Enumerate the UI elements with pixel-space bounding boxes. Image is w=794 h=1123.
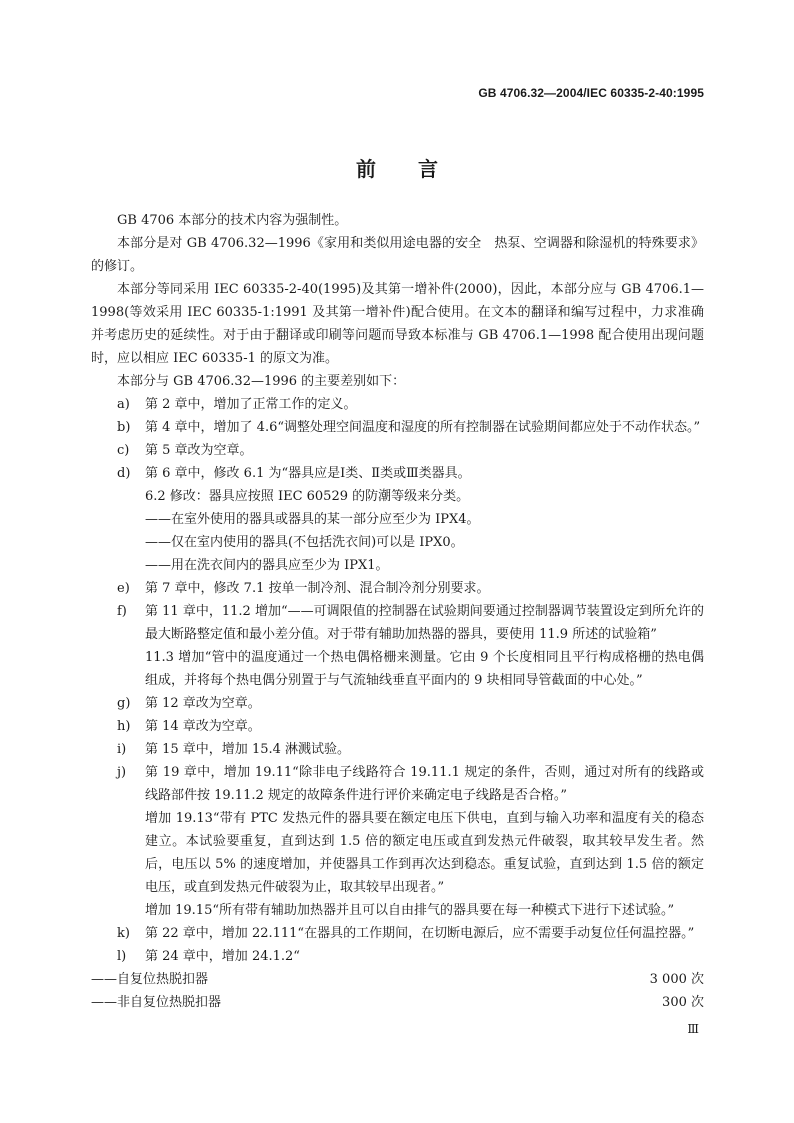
list-label: l)	[117, 949, 127, 964]
row-value: 3 000 次	[649, 972, 704, 987]
list-continuation: 6.2 修改：器具应按照 IEC 60529 的防潮等级来分类。	[145, 489, 470, 504]
list-text: 第 22 章中，增加 22.111“在器具的工作期间，在切断电源后，应不需要手动复位任何温控器。”	[145, 926, 695, 941]
list-label: j)	[117, 765, 127, 780]
list-text: 第 5 章改为空章。	[145, 443, 253, 458]
list-item	[91, 577, 704, 600]
standard-number-header: GB 4706.32—2004/IEC 60335-2-40:1995	[478, 86, 704, 100]
table-row	[91, 991, 704, 1014]
list-label: a)	[117, 397, 130, 412]
list-label: c)	[117, 443, 130, 458]
list-item	[91, 715, 704, 738]
list-item	[91, 393, 704, 416]
row-name: ——非自复位热脱扣器	[91, 995, 222, 1010]
list-label: h)	[117, 719, 131, 734]
list-item	[91, 462, 704, 485]
list-text: 第 11 章中，11.2 增加“——可调限值的控制器在试验期间要通过控制器调节装置设定到所允许的最大断路整定值和最小差分值。对于带有辅助加热器的器具，要使用 11.9 所述的试验箱”	[145, 604, 704, 642]
paragraph: GB 4706 本部分的技术内容为强制性。	[117, 213, 348, 228]
list-text: 第 7 章中，修改 7.1 按单一制冷剂、混合制冷剂分别要求。	[145, 581, 490, 596]
row-name: ——自复位热脱扣器	[91, 972, 209, 987]
dash-item: ——用在洗衣间内的器具应至少为 IPX1。	[145, 558, 389, 573]
table-row	[91, 968, 704, 991]
title-char-1: 前	[356, 157, 376, 181]
list-text: 第 24 章中，增加 24.1.2“	[145, 949, 300, 964]
list-text: 第 12 章改为空章。	[145, 696, 261, 711]
list-continuation: 增加 19.13“带有 PTC 发热元件的器具要在额定电压下供电，直到与输入功率和温度有关的稳态建立。本试验要重复，直到达到 1.5 倍的额定电压或直到发热元件破裂，取其较早发生者。然后，电压以 5% 的速度增加，并使器具工作到再次达到稳态。重复试验，直到达到 1.5 倍的额定电压，或直到发热元件破裂为止，取其较早出现者。”	[145, 811, 704, 895]
row-value: 300 次	[662, 995, 704, 1010]
list-label: k)	[117, 926, 130, 941]
list-text: 第 2 章中，增加了正常工作的定义。	[145, 397, 357, 412]
list-label: i)	[117, 742, 127, 757]
list-continuation: 增加 19.15“所有带有辅助加热器并且可以自由排气的器具要在每一种模式下进行下述试验。”	[145, 903, 675, 918]
list-item	[91, 439, 704, 462]
list-text: 第 19 章中，增加 19.11“除非电子线路符合 19.11.1 规定的条件，否则，通过对所有的线路或线路部件按 19.11.2 规定的故障条件进行评价来确定电子线路是否合格。”	[145, 765, 704, 803]
list-label: e)	[117, 581, 130, 596]
page-number: Ⅲ	[687, 1022, 699, 1036]
list-item	[91, 416, 704, 439]
list-label: g)	[117, 696, 131, 711]
page-title	[0, 153, 794, 182]
paragraph: 本部分是对 GB 4706.32—1996《家用和类似用途电器的安全 热泵、空调器和除湿机的特殊要求》的修订。	[91, 236, 704, 274]
list-continuation: 11.3 增加“管中的温度通过一个热电偶格栅来测量。它由 9 个长度相同且平行构成格栅的热电偶组成，并将每个热电偶分别置于与气流轴线垂直平面内的 9 块相同导管截面的中心处。”	[145, 650, 704, 688]
list-item	[91, 600, 704, 646]
paragraph: 本部分与 GB 4706.32—1996 的主要差别如下：	[117, 374, 406, 389]
list-text: 第 6 章中，修改 6.1 为“器具应是Ⅰ类、Ⅱ类或Ⅲ类器具。	[145, 466, 471, 481]
list-item	[91, 692, 704, 715]
list-label: b)	[117, 420, 131, 435]
list-text: 第 15 章中，增加 15.4 淋溅试验。	[145, 742, 351, 757]
dash-item: ——在室外使用的器具或器具的某一部分应至少为 IPX4。	[145, 512, 480, 527]
list-item	[91, 761, 704, 807]
list-item	[91, 945, 704, 968]
paragraph: 本部分等同采用 IEC 60335-2-40(1995)及其第一增补件(2000)，因此，本部分应与 GB 4706.1—1998(等效采用 IEC 60335-1:1991 及其第一增补件)配合使用。在文本的翻译和编写过程中，力求准确并考虑历史的延续性。对于由于翻译或印刷等问题而导致本标准与 GB 4706.1—1998 配合使用出现问题时，应以相应 IEC 60335-1 的原文为准。	[91, 282, 704, 366]
title-char-2: 言	[418, 157, 438, 181]
list-item	[91, 738, 704, 761]
list-item	[91, 922, 704, 945]
list-text: 第 14 章改为空章。	[145, 719, 261, 734]
list-label: f)	[117, 604, 127, 619]
document-body	[91, 209, 704, 1014]
dash-item: ——仅在室内使用的器具(不包括洗衣间)可以是 IPX0。	[145, 535, 464, 550]
list-text: 第 4 章中，增加了 4.6“调整处理空间温度和湿度的所有控制器在试验期间都应处于不动作状态。”	[145, 420, 701, 435]
list-label: d)	[117, 466, 131, 481]
